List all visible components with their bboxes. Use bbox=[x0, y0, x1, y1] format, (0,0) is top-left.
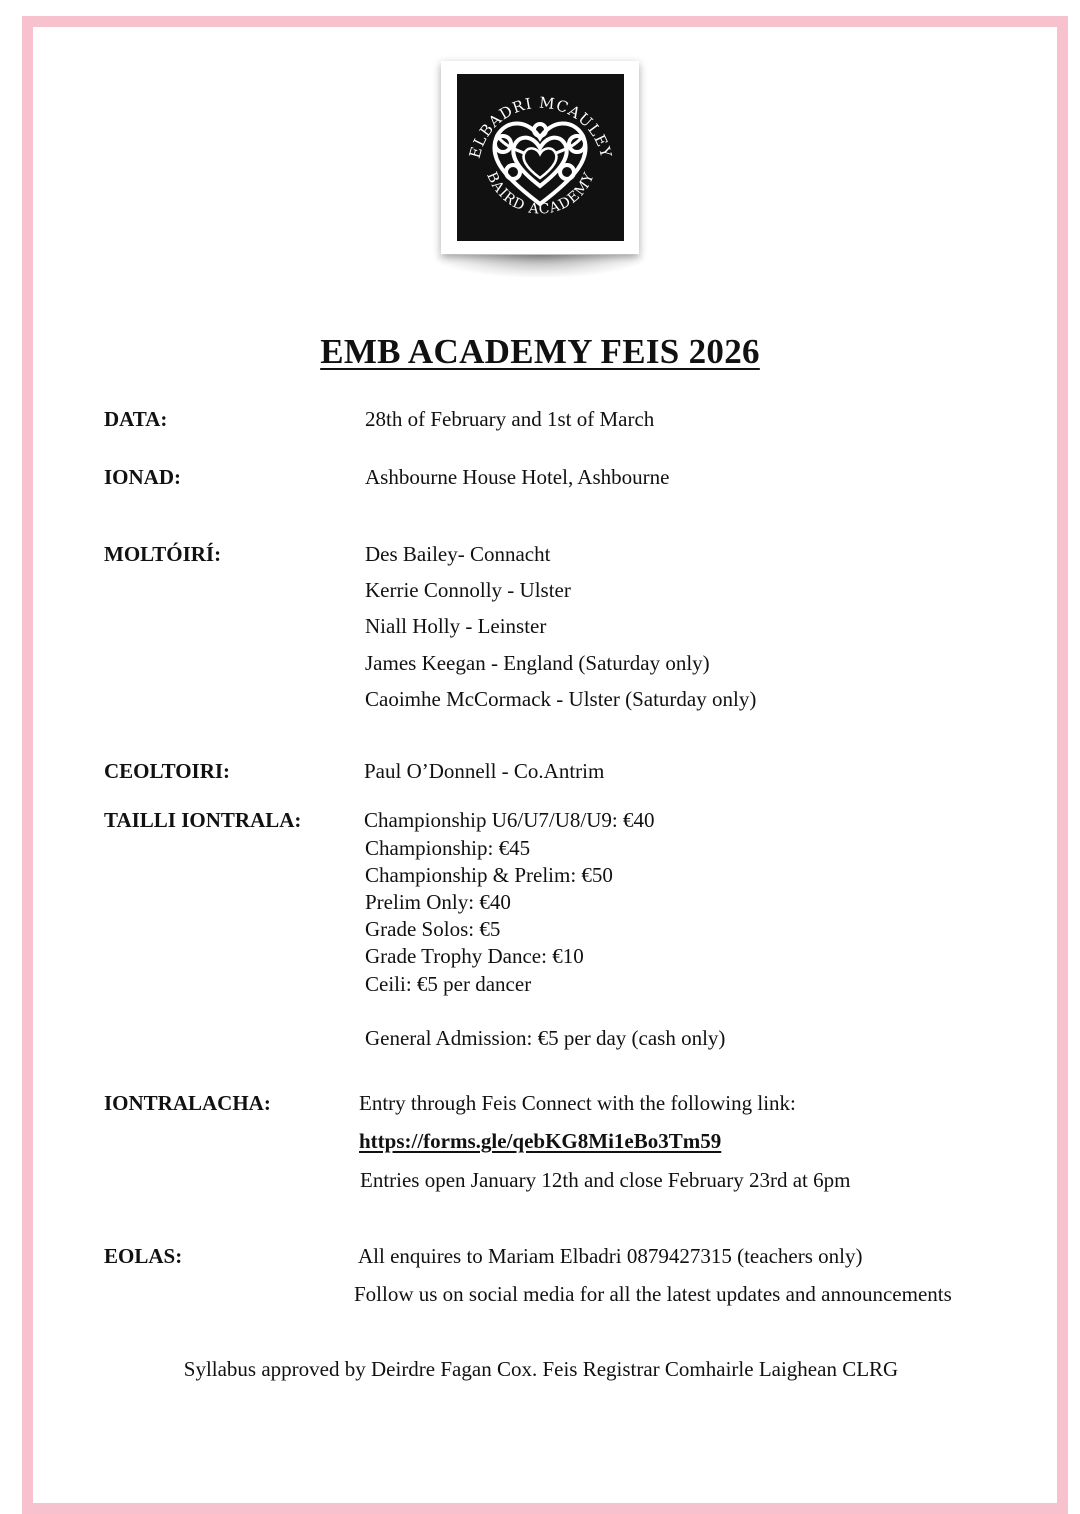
syllabus-approval: Syllabus approved by Deirdre Fagan Cox. Feis Registrar Comhairle Laighean CLRG bbox=[183, 1357, 899, 1381]
data-value: 28th of February and 1st of March bbox=[365, 407, 655, 431]
academy-logo bbox=[457, 74, 624, 241]
entry-form-link[interactable]: https://forms.gle/qebKG8Mi1eBo3Tm59 bbox=[359, 1129, 722, 1153]
adjudicator-item: Caoimhe McCormack - Ulster (Saturday only) bbox=[365, 687, 757, 711]
entries-label: IONTRALACHA: bbox=[104, 1091, 271, 1115]
svg-text:BAIRD ACADEMY: BAIRD ACADEMY bbox=[483, 169, 598, 218]
general-admission: General Admission: €5 per day (cash only) bbox=[365, 1026, 726, 1050]
enquiries-text: All enquires to Mariam Elbadri 0879427315 (teachers only) bbox=[358, 1244, 863, 1268]
entries-dates: Entries open January 12th and close February 23rd at 6pm bbox=[360, 1168, 851, 1192]
fee-item: Ceili: €5 per dancer bbox=[365, 972, 532, 996]
page-title: EMB ACADEMY FEIS 2026 bbox=[320, 332, 760, 371]
adjudicator-item: James Keegan - England (Saturday only) bbox=[365, 651, 710, 675]
musician-value: Paul O’Donnell - Co.Antrim bbox=[364, 759, 605, 783]
moltoiri-label: MOLTÓIRÍ: bbox=[104, 542, 222, 566]
fee-item: Championship U6/U7/U8/U9: €40 bbox=[364, 808, 655, 832]
logo-shadow bbox=[436, 255, 644, 277]
fee-item: Grade Solos: €5 bbox=[365, 917, 501, 941]
ionad-label: IONAD: bbox=[104, 465, 181, 489]
svg-text:ELBADRI MCAULEY: ELBADRI MCAULEY bbox=[465, 93, 616, 161]
ionad-value: Ashbourne House Hotel, Ashbourne bbox=[365, 465, 670, 489]
fee-item: Grade Trophy Dance: €10 bbox=[365, 944, 584, 968]
social-media-text: Follow us on social media for all the latest updates and announcements bbox=[354, 1282, 952, 1306]
adjudicator-item: Niall Holly - Leinster bbox=[365, 614, 547, 638]
logo-frame bbox=[441, 61, 639, 254]
fee-item: Prelim Only: €40 bbox=[365, 890, 511, 914]
adjudicator-item: Kerrie Connolly - Ulster bbox=[365, 578, 571, 602]
celtic-heart-knot-icon bbox=[457, 74, 624, 241]
fees-label: TAILLI IONTRALA: bbox=[104, 808, 302, 832]
adjudicator-item: Des Bailey- Connacht bbox=[365, 542, 551, 566]
entries-instruction: Entry through Feis Connect with the following link: bbox=[359, 1091, 796, 1115]
ceoltoiri-label: CEOLTOIRI: bbox=[104, 759, 231, 783]
fee-item: Championship & Prelim: €50 bbox=[365, 863, 613, 887]
fee-item: Championship: €45 bbox=[365, 836, 531, 860]
info-label: EOLAS: bbox=[104, 1244, 183, 1268]
data-label: DATA: bbox=[104, 407, 168, 431]
